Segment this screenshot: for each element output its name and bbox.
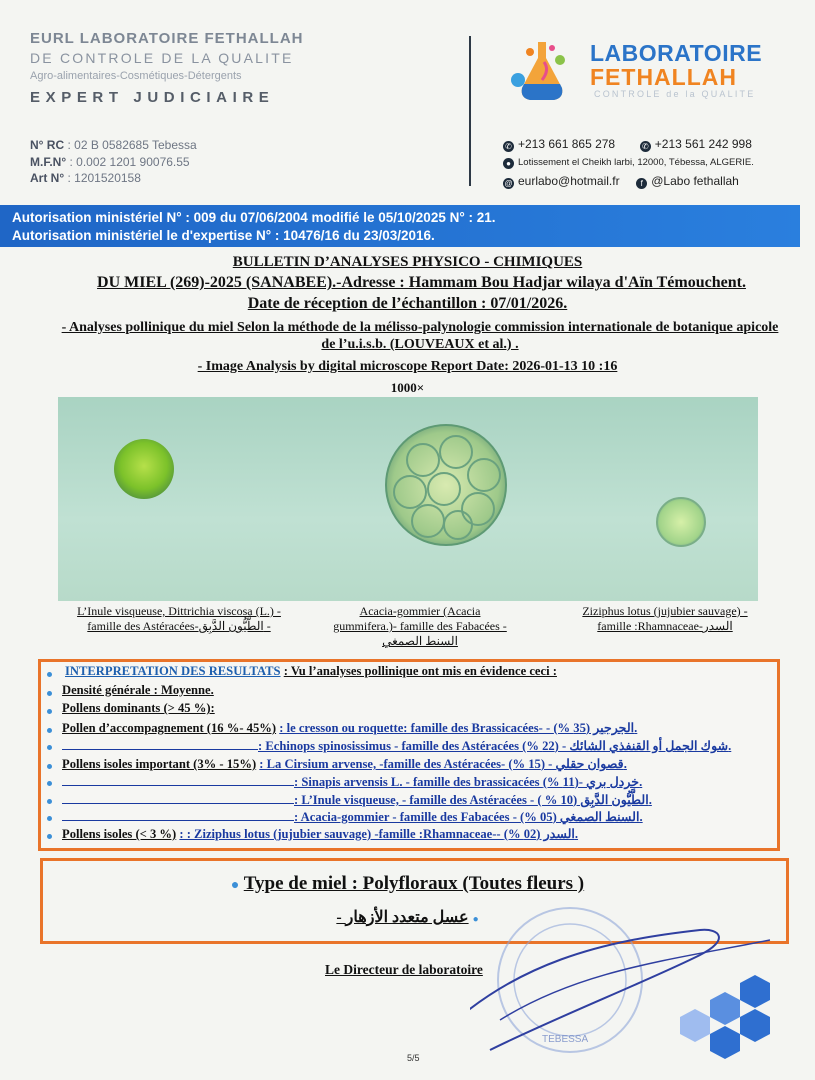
phone-1: +213 661 865 278 (518, 137, 616, 151)
pollens-isoles-important-4: : Acacia-gommier - famille des Fabacées - السنط الصمغي (05 %). (62, 808, 643, 825)
type-miel-arabic: - عسل متعدد الأزهار ● (336, 909, 479, 926)
authorization-band (0, 205, 800, 247)
location-pin-icon: ● (503, 158, 514, 169)
method-description: - Analyses pollinique du miel Selon la méthode de la mélisso-palynologie commission internationale de botanique apicole de l’u.i.s.b. (LOUVEAUX et al.) . (61, 320, 779, 352)
rc-value: : 02 B 0582685 Tebessa (67, 138, 197, 152)
logo-title-1: LABORATOIRE (590, 40, 763, 66)
microscope-image (58, 397, 758, 601)
type-miel: ● Type de miel : Polyfloraux (Toutes fleurs ) (230, 873, 585, 894)
mf-label: M.F.N° (30, 154, 67, 169)
company-name: EURL LABORATOIRE FETHALLAH (30, 30, 304, 47)
pollen-grain-2 (386, 425, 506, 545)
company-activities: Agro-alimentaires-Cosmétiques-Détergents (30, 70, 242, 82)
pollens-isoles-important-3: : L’Inule visqueuse, - famille des Astéracées - الطَّيُّون الدَّبِق (10 % ). (62, 791, 652, 808)
facebook: @Labo fethallah (651, 174, 739, 188)
bullet-icon (47, 764, 52, 769)
reception-date: Date de réception de l’échantillon : 07/01/2026. (247, 295, 568, 312)
art-value: : 1201520158 (67, 171, 141, 185)
densite-generale: Densité générale : Moyenne. (62, 683, 214, 697)
bullet-icon (47, 728, 52, 733)
authorization-line-1: Autorisation ministériel N° : 009 du 07/06/2004 modifié le 05/10/2025 N° : 21. (12, 210, 496, 225)
contact-row (503, 174, 739, 189)
official-stamp (470, 900, 800, 1070)
pollen-grain-1 (114, 439, 174, 499)
bullet-icon (47, 745, 52, 750)
expert-judiciaire: EXPERT JUDICIAIRE (30, 89, 275, 106)
bullet-icon (47, 709, 52, 714)
report-title: BULLETIN D’ANALYSES PHYSICO - CHIMIQUES (232, 254, 583, 270)
director-label: Le Directeur de laboratoire (325, 962, 483, 977)
logo-title-2: FETHALLAH (590, 64, 737, 90)
facebook-icon: f (636, 178, 647, 189)
art-label: Art N° (30, 171, 65, 185)
pollen-grain-3 (657, 498, 705, 546)
page-number: 5/5 (407, 1053, 420, 1063)
magnification: 1000× (390, 380, 425, 395)
email-icon: @ (504, 179, 513, 188)
image-analysis-date: - Image Analysis by digital microscope Report Date: 2026-01-13 10 :16 (197, 359, 618, 374)
bullet-icon (47, 781, 52, 786)
address-row (503, 157, 754, 169)
logo-subtitle: CONTROLE de la QUALITE (594, 89, 756, 99)
bullet-icon (47, 672, 52, 677)
phone-2: +213 561 242 998 (654, 137, 752, 151)
stamp-text: TEBESSA (542, 1034, 589, 1045)
bullet-icon: ● (472, 914, 479, 925)
caption-inule: L’Inule visqueuse, Dittrichia viscosa (L.) - famille des Astéracées-الطَّيُّون الدَّبِق - (77, 604, 281, 633)
bullet-icon: ● (230, 878, 240, 893)
interpretation-heading: INTERPRETATION DES RESULTATS : Vu l’analyses pollinique ont mis en évidence ceci : (65, 664, 557, 678)
header-divider (469, 36, 471, 186)
flask-logo-icon (500, 36, 580, 106)
caption-acacia: Acacia-gommier (Acacia gummifera.)- famille des Fabacées - السنط الصمغي (333, 604, 507, 648)
registration-info (30, 137, 197, 187)
pollens-isoles-important-2: : Sinapis arvensis L. - famille des brassicacées خردل بري -(11 %). (62, 773, 642, 790)
rc-label: N° RC (30, 138, 65, 152)
pollens-dominants: Pollens dominants (> 45 %): (62, 701, 215, 715)
mf-value: : 0.002 1201 90076.55 (69, 154, 190, 169)
hexagon-decoration (680, 975, 770, 1059)
phone-row (503, 137, 752, 152)
caption-ziziphus: Ziziphus lotus (jujubier sauvage) - famille :Rhamnaceae-السدر (582, 604, 748, 633)
bullet-icon (47, 816, 52, 821)
email: eurlabo@hotmail.fr (518, 174, 620, 188)
bullet-icon (47, 799, 52, 804)
pollen-accompagnement: Pollen d’accompagnement (16 %- 45%) : le cresson ou roquette: famille des Brassicacées- - الجرجير (35 %). (62, 721, 638, 735)
bullet-icon (47, 691, 52, 696)
phone-icon: ✆ (640, 141, 651, 152)
authorization-line-2: Autorisation ministériel le d'expertise N° : 10476/16 du 23/03/2016. (12, 228, 435, 243)
phone-icon: ✆ (503, 141, 514, 152)
report-subtitle: DU MIEL (269)-2025 (SANABEE).-Adresse : Hammam Bou Hadjar wilaya d'Aïn Témouchent. (97, 274, 746, 291)
company-subtitle: DE CONTROLE DE LA QUALITE (30, 50, 294, 66)
pollen-accompagnement-2: : Echinops spinosissimus - famille des Astéracées شوك الجمل أو القنفذي الشائك - (22 %). (62, 737, 731, 754)
bullet-icon (47, 834, 52, 839)
address: Lotissement el Cheikh larbi, 12000, Tébessa, ALGERIE. (518, 157, 754, 168)
pollens-isoles: Pollens isoles (< 3 %) : : Ziziphus lotus (jujubier sauvage) -famille :Rhamnaceae-- السدر (02 %). (62, 827, 579, 841)
pollens-isoles-important: Pollens isoles important (3% - 15%) : La Cirsium arvense, -famille des Astéracées- قصوان حقلي - (15 %). (62, 757, 627, 771)
